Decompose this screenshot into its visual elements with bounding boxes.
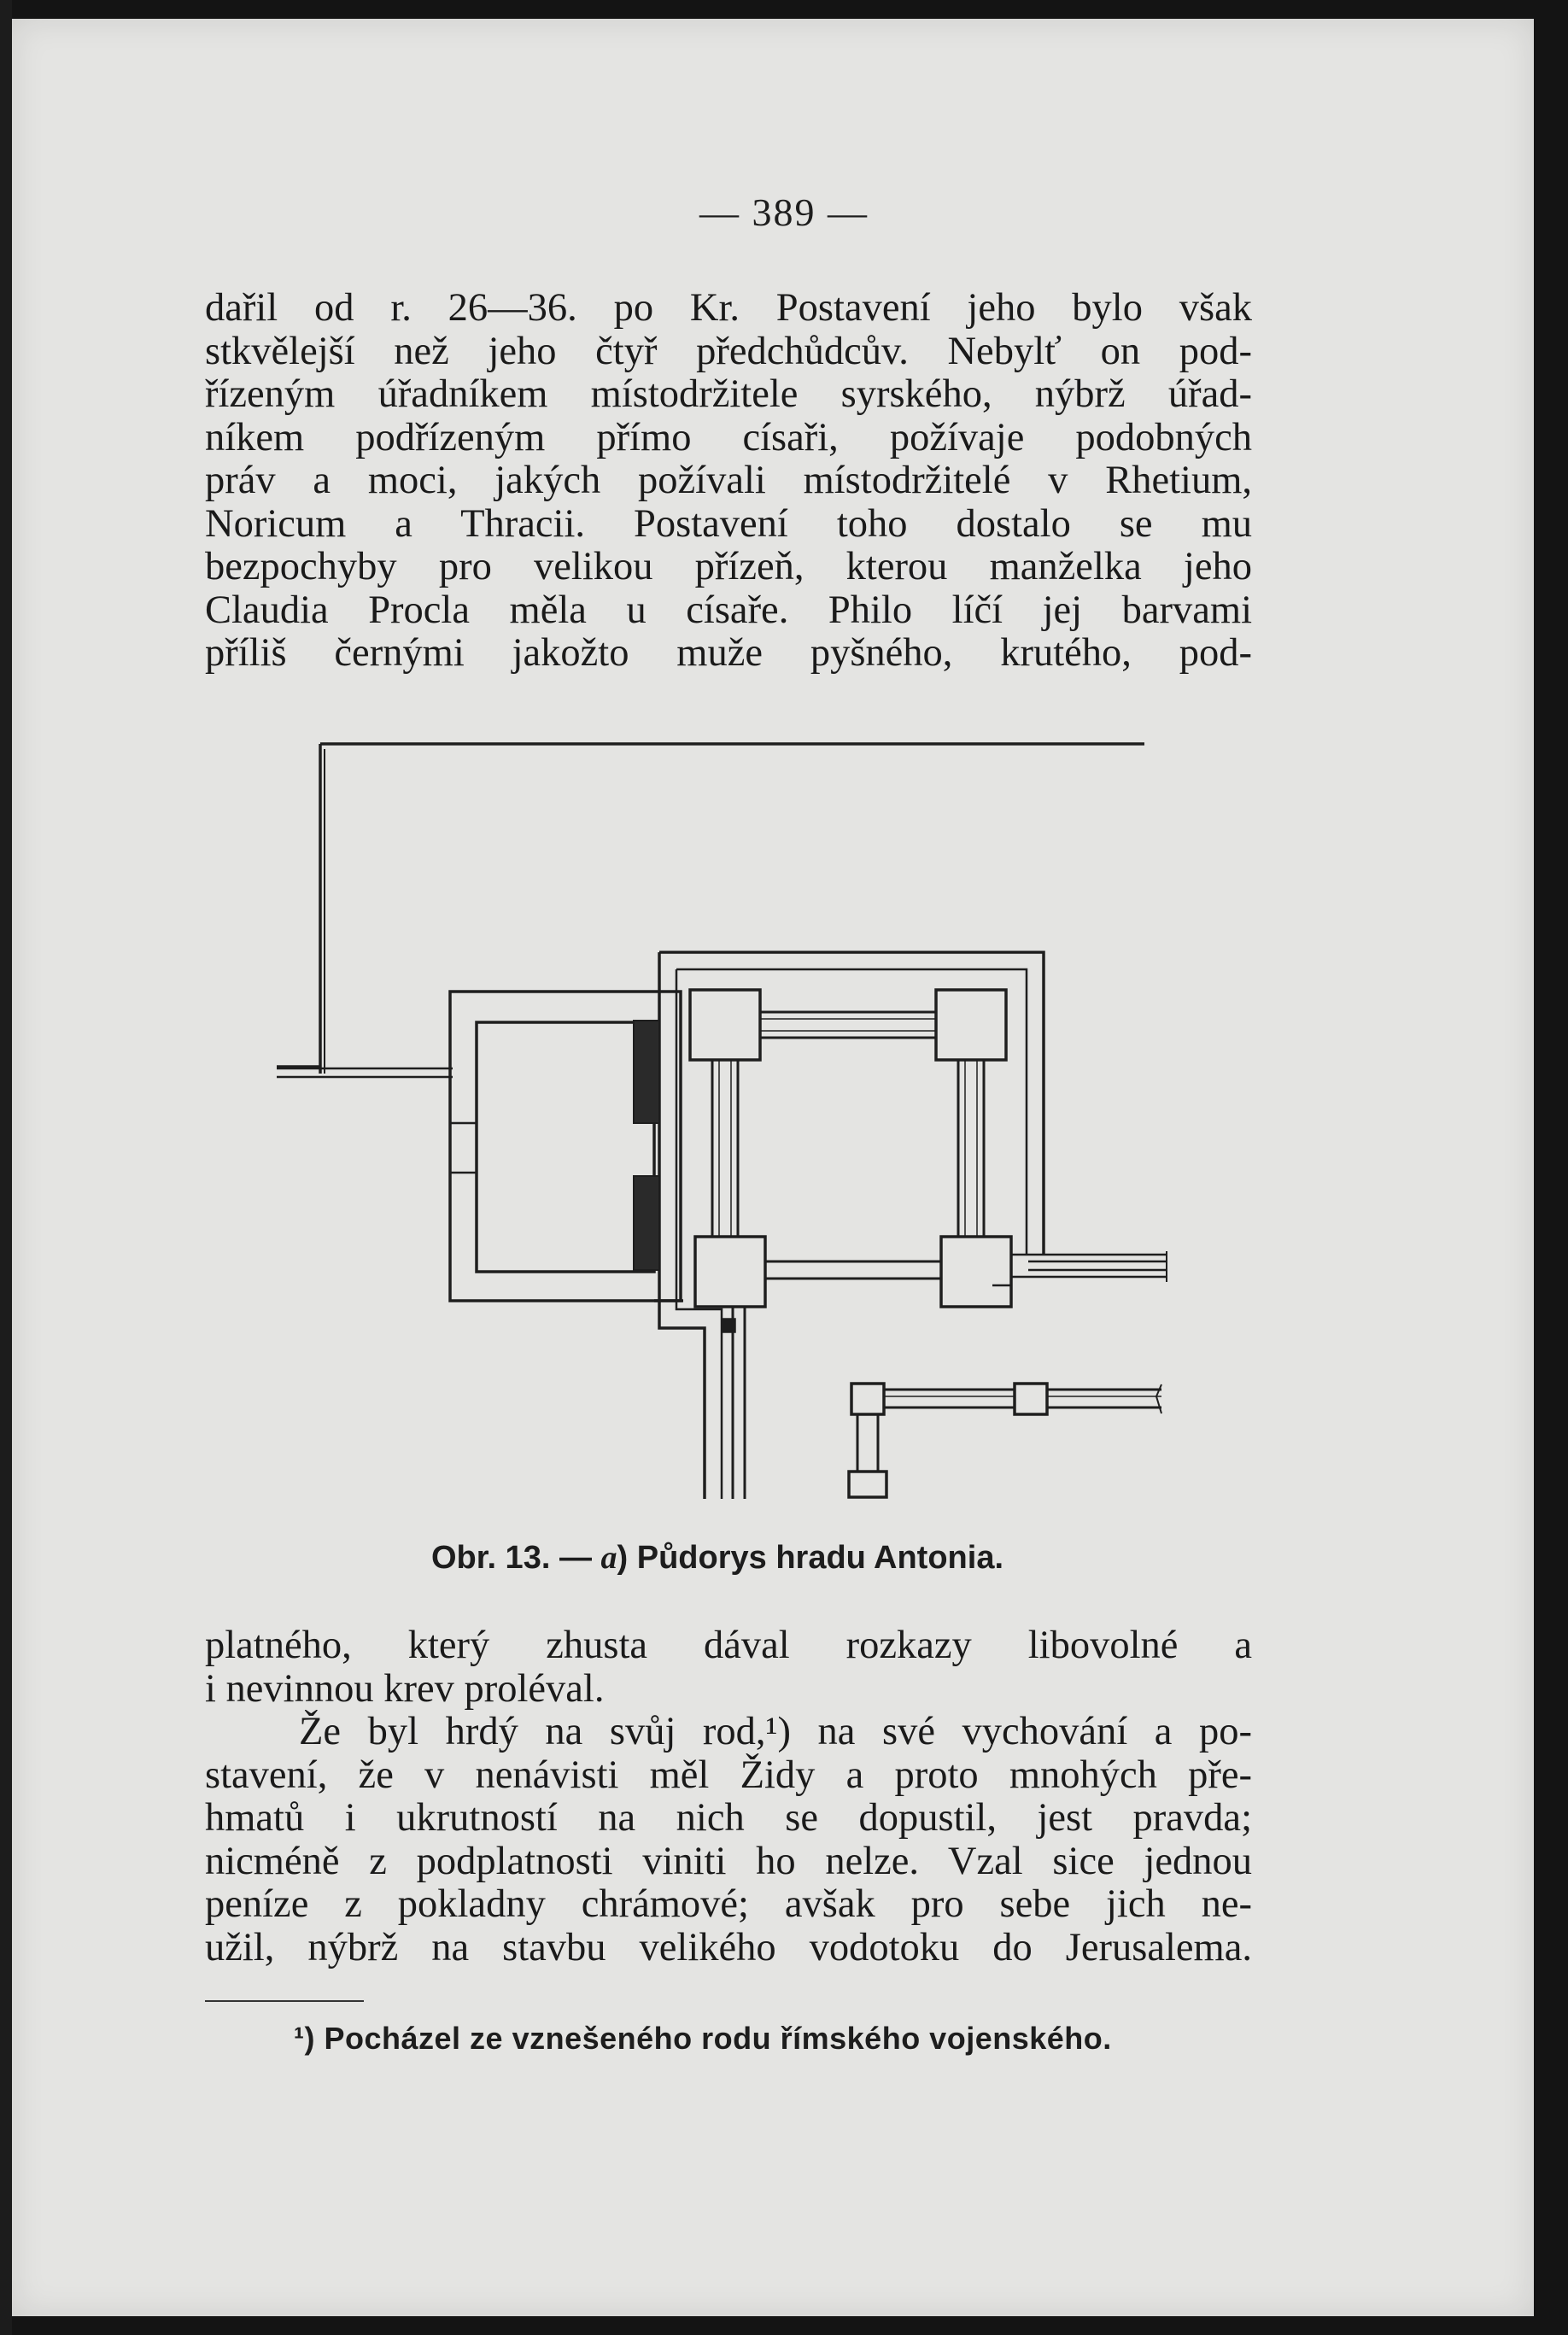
- plan-fortress-inner: [676, 969, 1027, 1499]
- plan-south-outlet-mark: [723, 1320, 734, 1331]
- text-line: užil, nýbrž na stavbu velikého vodotoku do Jerusalema.: [205, 1925, 1252, 1969]
- plan-tower-ne: [936, 990, 1006, 1060]
- plan-wall-north: [760, 1012, 936, 1038]
- text-line: Claudia Procla měla u císaře. Philo líčí jej barvami: [205, 588, 1252, 632]
- plan-wall-east-mid: [965, 1060, 977, 1237]
- text-line: níkem podřízeným přímo císaři, požívaje podobných: [205, 415, 1252, 459]
- plan-wall-west: [712, 1060, 738, 1237]
- plan-fragment-tower-mid: [1015, 1384, 1047, 1414]
- text-line: stkvělejší než jeho čtyř předchůdcův. Nebylť on pod-: [205, 329, 1252, 373]
- text-line: Noricum a Thracii. Postavení toho dostalo se mu: [205, 501, 1252, 546]
- plan-tower-sw: [695, 1237, 765, 1307]
- body-text-bottom: [205, 1624, 1252, 1969]
- page-number: — 389 —: [699, 190, 869, 234]
- plan-wall-east: [958, 1060, 984, 1237]
- body-text-top: [205, 287, 1252, 676]
- text-line: hmatů i ukrutností na nich se dopustil, jest pravda;: [205, 1796, 1252, 1840]
- plan-left-entry: [277, 1068, 453, 1077]
- plan-fragment-wall-east: [884, 1390, 1161, 1407]
- plan-tower-se-notch: [992, 1285, 1011, 1307]
- plan-left-wing-gap: [450, 1123, 477, 1173]
- text-line: práv a moci, jakých požívali místodržitelé v Rhetium,: [205, 459, 1252, 502]
- plan-fragment-foot: [849, 1472, 886, 1497]
- text-line: Že byl hrdý na svůj rod,¹) na své vychování a po-: [299, 1710, 1252, 1753]
- plan-upper-wall: [277, 744, 1144, 1074]
- caption-letter: a: [600, 1540, 617, 1576]
- footnote: ¹) Pocházel ze vznešeného rodu římského vojenského.: [294, 2021, 1112, 2056]
- text-line: bezpochyby pro velikou přízeň, kterou manželka jeho: [205, 545, 1252, 588]
- plan-east-outlet: [1011, 1255, 1167, 1277]
- figure-caption: [0, 1539, 1435, 1577]
- plan-fragment-wall-south: [857, 1414, 878, 1472]
- antonia-floor-plan-drawing: [273, 739, 1179, 1507]
- plan-south-outlet: [733, 1307, 745, 1499]
- floor-plan-figure: [273, 739, 1179, 1507]
- plan-fortress-outer: [659, 952, 1044, 1499]
- text-line: platného, který zhusta dával rozkazy libovolné a: [205, 1624, 1252, 1667]
- text-line: nicméně z podplatnosti viniti ho nelze. Vzal sice jednou: [205, 1839, 1252, 1883]
- footnote-rule: [205, 2000, 364, 2002]
- text-line: příliš černými jakožto muže pyšného, krutého, pod-: [205, 631, 1252, 675]
- text-line: peníze z pokladny chrámové; avšak pro sebe jich ne-: [205, 1882, 1252, 1926]
- plan-fragment-tower-left: [851, 1384, 884, 1414]
- plan-tower-se: [941, 1237, 1011, 1307]
- text-line: i nevinnou krev proléval.: [205, 1666, 605, 1711]
- plan-wall-west-mid: [719, 1060, 731, 1237]
- text-line: řízeným úřadníkem místodržitele syrského, nýbrž úřad-: [205, 372, 1252, 416]
- plan-tower-nw: [690, 990, 760, 1060]
- caption-prefix: Obr. 13. —: [430, 1540, 592, 1576]
- plan-wall-south: [765, 1261, 941, 1279]
- caption-text: ) Půdorys hradu Antonia.: [617, 1540, 1004, 1576]
- plan-left-wing-inner: [477, 1022, 654, 1272]
- text-line: stavení, že v nenávisti měl Židy a proto mnohých pře-: [205, 1753, 1252, 1797]
- plan-wall-north-mid: [760, 1019, 936, 1031]
- text-line: dařil od r. 26—36. po Kr. Postavení jeho bylo však: [205, 286, 1252, 330]
- book-spine-edge: [0, 0, 12, 2335]
